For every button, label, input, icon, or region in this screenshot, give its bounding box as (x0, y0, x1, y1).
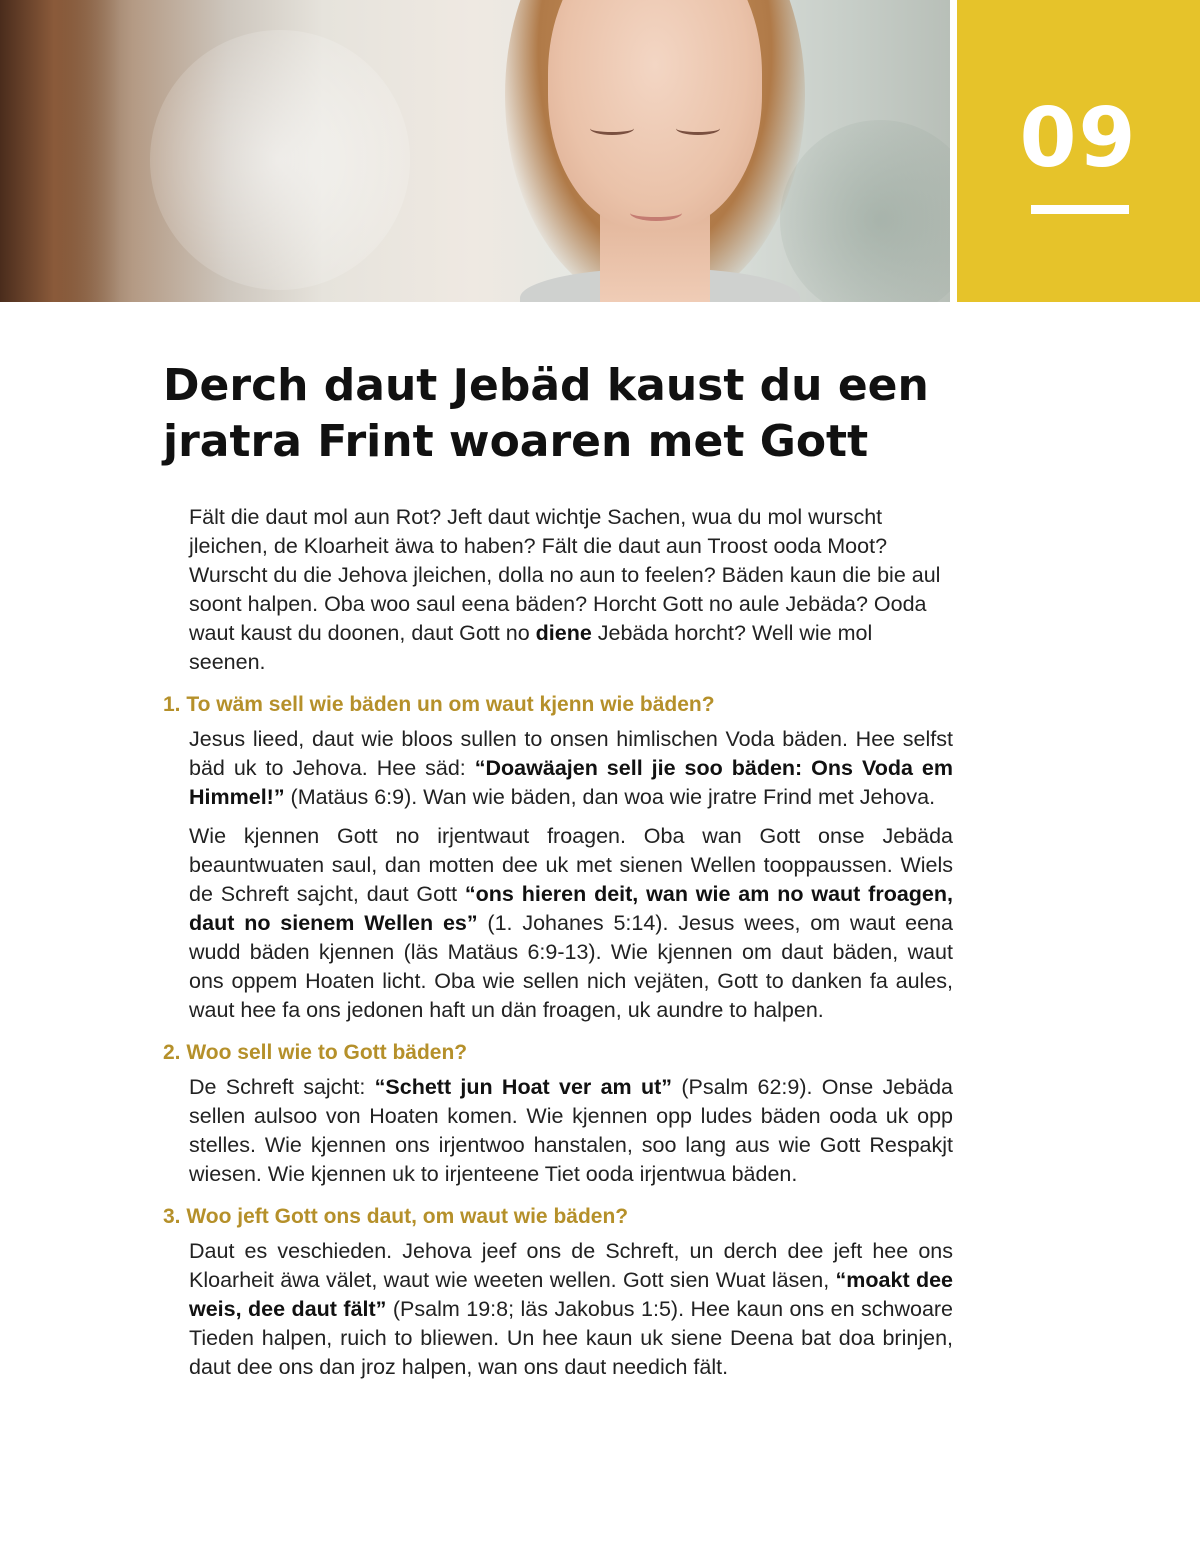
lesson-number-underline (1031, 205, 1129, 214)
body-text: (Psalm 62:9). Onse Jebäda sellen aulsoo von Hoaten komen. Wie kjennen opp ludes bäden ooda uk opp stelles. Wie kjennen ons irjentwoo hanstalen, soo lang aus wie Gott Respakjt wiesen. Wie kjennen uk to irjenteene Tiet ooda irjentwua bäden. (189, 1075, 954, 1186)
question-3: 3. Woo jeft Gott ons daut, om waut wie bäden? (163, 1205, 629, 1228)
emphasis-text: “ons hieren deit, wan wie am no waut froagen, daut no sienem Wellen es” (189, 882, 953, 935)
section-1-paragraph-2 (189, 822, 953, 1025)
emphasis-text: “Doawäajen sell jie soo bäden: Ons Voda em Himmel!” (189, 756, 953, 809)
emphasis-text: “moakt dee weis, dee daut fält” (189, 1268, 953, 1321)
body-text: Jebäda horcht? Well wie mol seenen. (189, 621, 873, 674)
window-light (150, 30, 410, 290)
lesson-badge (957, 0, 1200, 302)
closed-eye-left (590, 122, 634, 135)
intro-paragraph (189, 503, 953, 677)
body-text: Daut es veschieden. Jehova jeef ons de Schreft, un derch dee jeft hee ons Kloarheit äwa välet, waut wie weeten wellen. Gott sien Wuat läsen, (189, 1239, 953, 1292)
body-text: Jesus lieed, daut wie bloos sullen to onsen himlischen Voda bäden. Hee selfst bäd uk to Jehova. Hee säd: (189, 727, 953, 780)
lesson-number: 09 (1019, 91, 1138, 186)
body-text: (Matäus 6:9). Wan wie bäden, dan woa wie jratre Frind met Jehova. (284, 785, 936, 809)
emphasis-text: diene (535, 621, 592, 645)
closed-eye-right (676, 122, 720, 135)
lesson-content (163, 503, 953, 1392)
body-text: (Psalm 19:8; läs Jakobus 1:5). Hee kaun ons en schwoare Tieden halpen, ruich to bliewen. Un hee kaun uk siene Deena bat doa brinjen, daut dee ons dan jroz halpen, wan ons daut needich fält. (189, 1297, 954, 1379)
emphasis-text: “Schett jun Hoat ver am ut” (374, 1075, 673, 1099)
body-text: Fält die daut mol aun Rot? Jeft daut wichtje Sachen, wua du mol wurscht jleichen, de Kloarheit äwa to haben? Fält die daut aun Troost ooda Moot? Wurscht du die Jehova jleichen, dolla no aun to feelen? Bäden kaun die bie aul soont halpen. Oba woo saul eena bäden? Horcht Gott no aule Jebäda? Ooda waut kaust du doonen, daut Gott no (189, 505, 941, 645)
body-text: Wie kjennen Gott no irjentwaut froagen. Oba wan Gott onse Jebäda beauntwuaten saul, dan motten dee uk met sienen Wellen tooppaussen. Wiels de Schreft sajcht, daut Gott (189, 824, 953, 906)
body-text: (1. Johanes 5:14). Jesus wees, om waut eena wudd bäden kjennen (läs Matäus 6:9-13). Wie kjennen om daut bäden, waut ons oppem Hoaten licht. Oba wie sellen nich vejäten, Gott to danken fa aules, waut hee fa ons jedonen haft un dän froagen, uk aundre to halpen. (189, 911, 953, 1022)
woman-face (548, 0, 762, 230)
header-photo (0, 0, 950, 302)
section-2-paragraph-1 (189, 1073, 953, 1189)
question-2: 2. Woo sell wie to Gott bäden? (163, 1041, 468, 1064)
question-1: 1. To wäm sell wie bäden un om waut kjenn wie bäden? (163, 693, 715, 716)
section-3-paragraph-1 (189, 1237, 953, 1382)
smile (630, 205, 682, 221)
body-text: De Schreft sajcht: (189, 1075, 375, 1099)
section-1-paragraph-1 (189, 725, 953, 812)
page-title: Derch daut Jebäd kaust du een jratra Frint woaren met Gott (163, 360, 929, 467)
bookshelf-blur (0, 0, 120, 302)
background-blur (780, 120, 950, 302)
